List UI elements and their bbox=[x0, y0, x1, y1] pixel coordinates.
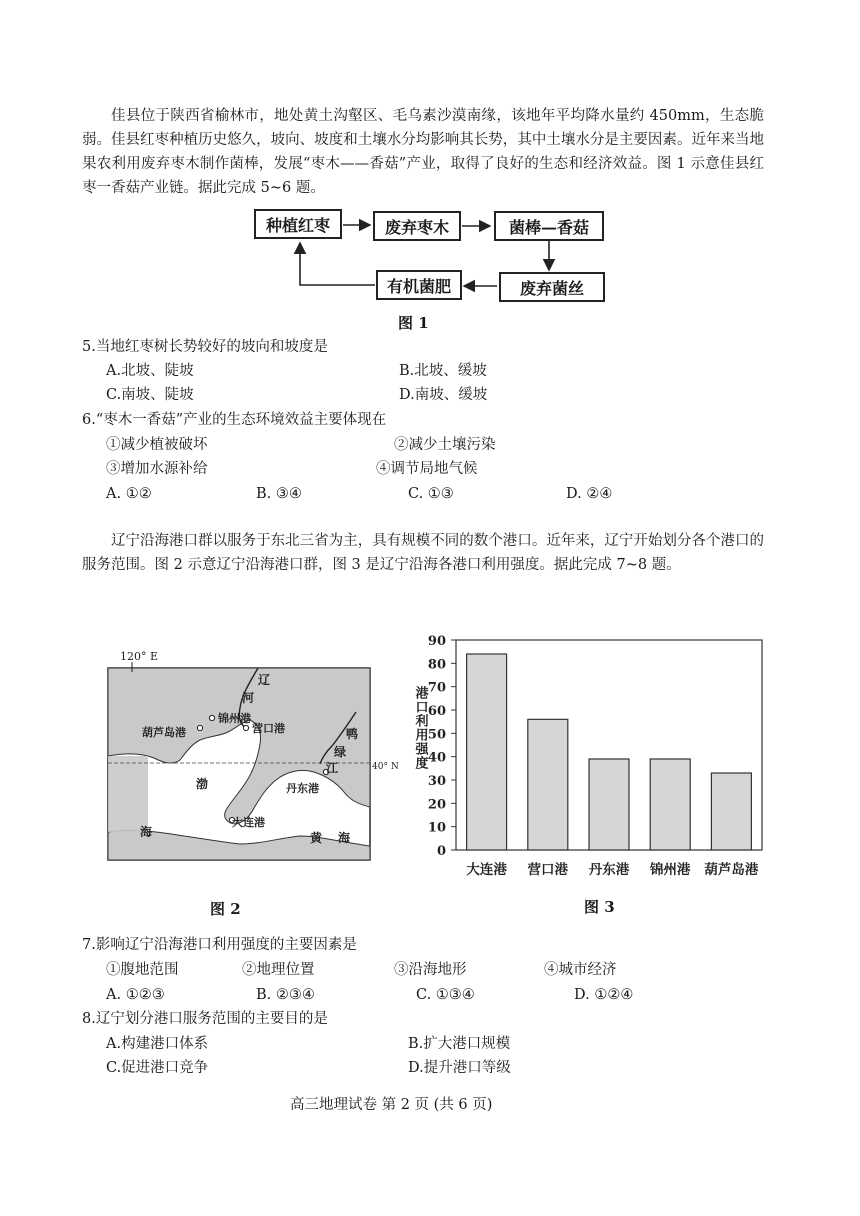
y-tick-label: 90 bbox=[427, 634, 446, 649]
map-label-huang: 黄 bbox=[310, 831, 323, 845]
q7-option-a[interactable]: A. ①②③ bbox=[106, 987, 165, 1003]
map-label-yingkou: 营口港 bbox=[252, 722, 285, 735]
q6-item-2: ②减少土壤污染 bbox=[394, 437, 496, 453]
flowchart-box-mushroom: 菌棒—香菇 bbox=[494, 211, 604, 241]
map-label-huludao: 葫芦岛港 bbox=[142, 726, 186, 739]
map-label-lat: 40° N bbox=[372, 762, 399, 772]
y-tick-label: 50 bbox=[427, 727, 446, 743]
bar-2 bbox=[589, 759, 629, 850]
q7-option-c[interactable]: C. ①③④ bbox=[416, 987, 475, 1003]
q5-option-a[interactable]: A.北坡、陡坡 bbox=[106, 363, 194, 379]
sea-left-shading bbox=[108, 756, 148, 832]
y-tick-label: 60 bbox=[427, 704, 446, 719]
q5-stem: 5.当地红枣树长势较好的坡向和坡度是 bbox=[82, 339, 328, 355]
arrow-fertilizer-to-plant bbox=[300, 243, 375, 285]
map-label-jinzhou: 锦州港 bbox=[218, 712, 251, 725]
flowchart-box-plant: 种植红枣 bbox=[254, 209, 342, 239]
y-tick-label: 0 bbox=[436, 844, 446, 859]
y-tick-label: 30 bbox=[427, 774, 446, 789]
q8-option-a[interactable]: A.构建港口体系 bbox=[106, 1036, 209, 1052]
bar-0 bbox=[467, 654, 507, 850]
q6-option-a[interactable]: A. ①② bbox=[106, 486, 152, 502]
map-label-lv: 绿 bbox=[334, 745, 347, 759]
q8-stem: 8.辽宁划分港口服务范围的主要目的是 bbox=[82, 1011, 328, 1027]
chart-bars bbox=[467, 654, 752, 850]
q7-item-2: ②地理位置 bbox=[242, 962, 315, 978]
map-label-he: 河 bbox=[242, 691, 255, 705]
x-category-label: 营口港 bbox=[527, 862, 569, 878]
q6-item-3: ③增加水源补给 bbox=[106, 461, 208, 477]
figure-1-caption: 图 1 bbox=[398, 314, 429, 332]
q5-option-c[interactable]: C.南坡、陡坡 bbox=[106, 387, 194, 403]
y-tick-label: 80 bbox=[427, 657, 446, 673]
x-category-label: 丹东港 bbox=[588, 862, 630, 878]
bar-1 bbox=[528, 719, 568, 850]
flowchart-box-wood: 废弃枣木 bbox=[373, 211, 461, 241]
intro-paragraph-1: 佳县位于陕西省榆林市，地处黄土沟壑区、毛乌素沙漠南缘，该地年平均降水量约 450mm，生态脆弱。佳县红枣种植历史悠久，坡向、坡度和土壤水分均影响其长势，其中土壤水分是主要因素。近年来当地果农利用废弃枣木制作菌棒，发展“枣木——香菇”产业，取得了良好的生态和经济效益。图 1 示意佳县红枣一香菇产业链。据此完成 5~6 题。 bbox=[82, 108, 764, 196]
port-marker-yingkou bbox=[243, 725, 248, 730]
map-label-dalian: 大连港 bbox=[232, 816, 265, 829]
q6-item-1: ①减少植被破坏 bbox=[106, 437, 208, 453]
map-label-hai-bohai: 海 bbox=[140, 825, 153, 839]
map-label-lon: 120° E bbox=[120, 650, 159, 663]
port-usage-bar-chart bbox=[400, 626, 780, 888]
q7-item-3: ③沿海地形 bbox=[394, 962, 467, 978]
q6-stem: 6.“枣木一香菇”产业的生态环境效益主要体现在 bbox=[82, 412, 387, 428]
chart-ylabel: 港口利用强度 bbox=[412, 686, 428, 770]
bar-4 bbox=[711, 773, 751, 850]
map-label-jiang: 江 bbox=[326, 761, 339, 775]
q8-option-b[interactable]: B.扩大港口规模 bbox=[408, 1036, 511, 1052]
q7-option-b[interactable]: B. ②③④ bbox=[256, 987, 315, 1003]
flowchart-box-fertilizer: 有机菌肥 bbox=[376, 270, 462, 300]
q6-option-b[interactable]: B. ③④ bbox=[256, 486, 302, 502]
figure-2-caption: 图 2 bbox=[210, 900, 241, 918]
q8-option-d[interactable]: D.提升港口等级 bbox=[408, 1060, 511, 1076]
q6-item-4: ④调节局地气候 bbox=[376, 461, 478, 477]
flowchart-box-waste: 废弃菌丝 bbox=[499, 272, 605, 302]
x-category-label: 葫芦岛港 bbox=[704, 862, 759, 878]
figure-3-caption: 图 3 bbox=[584, 898, 615, 916]
port-marker-huludao bbox=[197, 725, 202, 730]
x-category-label: 大连港 bbox=[466, 862, 507, 878]
q6-option-d[interactable]: D. ②④ bbox=[566, 486, 613, 502]
map-label-liao: 辽 bbox=[258, 673, 271, 687]
y-tick-label: 70 bbox=[427, 680, 446, 696]
liaoning-port-map bbox=[100, 632, 399, 872]
intro-paragraph-2: 辽宁沿海港口群以服务于东北三省为主，具有规模不同的数个港口。近年来，辽宁开始划分各个港口的服务范围。图 2 示意辽宁沿海港口群，图 3 是辽宁沿海各港口利用强度。据此完成 7~8 题。 bbox=[82, 533, 764, 573]
y-tick-label: 10 bbox=[427, 820, 446, 836]
q7-item-4: ④城市经济 bbox=[544, 962, 617, 978]
map-label-bo: 渤 bbox=[196, 777, 209, 791]
page-footer: 高三地理试卷 第 2 页 (共 6 页) bbox=[290, 1097, 493, 1113]
q7-stem: 7.影响辽宁沿海港口利用强度的主要因素是 bbox=[82, 937, 357, 953]
q5-option-b[interactable]: B.北坡、缓坡 bbox=[399, 363, 487, 379]
map-label-dandong: 丹东港 bbox=[286, 782, 319, 795]
y-tick-label: 40 bbox=[427, 750, 446, 766]
q8-option-c[interactable]: C.促进港口竞争 bbox=[106, 1060, 209, 1076]
map-label-hai-yellow: 海 bbox=[338, 831, 351, 845]
bar-3 bbox=[650, 759, 690, 850]
map-label-ya: 鸭 bbox=[346, 727, 359, 741]
chart-labels bbox=[466, 861, 759, 878]
q7-item-1: ①腹地范围 bbox=[106, 962, 179, 978]
x-category-label: 锦州港 bbox=[649, 862, 691, 878]
q7-option-d[interactable]: D. ①②④ bbox=[574, 987, 634, 1003]
port-marker-jinzhou bbox=[209, 715, 214, 720]
q6-option-c[interactable]: C. ①③ bbox=[408, 486, 454, 502]
y-tick-label: 20 bbox=[427, 797, 446, 813]
q5-option-d[interactable]: D.南坡、缓坡 bbox=[399, 387, 488, 403]
